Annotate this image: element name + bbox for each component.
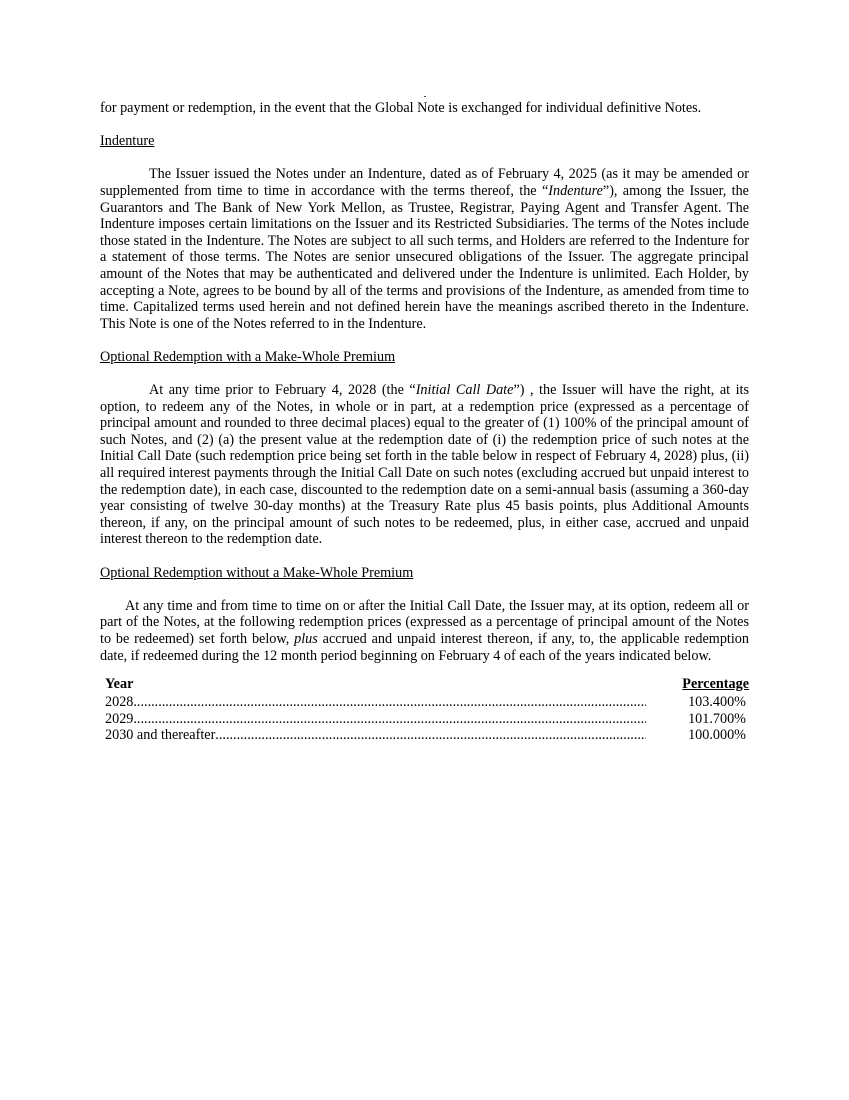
make-whole-heading: Optional Redemption with a Make-Whole Premium [100,348,396,365]
intro-paragraph: for payment or redemption, in the event that the Global Note is exchanged for individual definitive Notes. [100,100,702,116]
no-make-whole-text-a: At any time and from time to time on or after the Initial Call Date, the Issuer may, at its option, redeem all or part of the Notes, at the following redemption prices (expressed as a percentage of principal amount of the Notes to be redeemed) set forth below, [100,597,749,647]
no-make-whole-paragraph [100,598,749,664]
row-year: 2030 and thereafter [105,727,216,744]
year-column-header: Year [105,676,134,693]
indenture-paragraph [100,166,749,332]
table-row [105,727,749,744]
make-whole-text-a: At any time prior to February 4, 2028 (the “ [149,382,416,399]
table-header [105,676,749,694]
redemption-table [100,676,749,744]
initial-call-date-term: Initial Call Date [415,382,514,399]
row-percentage: 103.400% [688,694,746,711]
make-whole-text-b: ”) , the Issuer will have the right, at its option, to redeem any of the Notes, in whole or in part, at a redemption price (expressed as a percentage of principal amount and rounded to three decimal places) equal to the greater of (1) 100% of the principal amount of such Notes, and (2) (a) the present value at the redemption date of (i) the redemption price of such notes at the Initial Call Date (such redemption price being set forth in the table below in respect of February 4, 2028) plus, (ii) all required interest payments through the Initial Call Date on such notes (excluding accrued but unpaid interest to the redemption date), in each case, discounted to the redemption date on a semi-annual basis (assuming a 360-day year consisting of twelve 30-day months) at the Treasury Rate plus 45 basis points, plus Additional Amounts thereon, if any, on the principal amount of such notes to be redeemed, plus, in either case, accrued and unpaid interest thereon to the redemption date. [100,382,749,548]
row-year: 2029 [105,710,134,727]
indenture-text-a: The Issuer issued the Notes under an Indenture, dated as of February 4, 2025 (as it may be amended or supplemented from time to time in accordance with the terms thereof, the “ [100,166,749,199]
row-percentage: 100.000% [688,727,746,744]
dot-leader [133,711,646,728]
document-page [100,100,749,744]
table-row [105,694,749,711]
indenture-heading: Indenture [100,133,155,150]
row-year: 2028 [105,694,134,711]
plus-term: plus [294,631,318,647]
row-percentage: 101.700% [688,710,746,727]
percentage-column-header: Percentage [682,676,749,693]
indenture-text-b: ”), among the Issuer, the Guarantors and The Bank of New York Mellon, as Trustee, Registrar, Paying Agent and Transfer Agent. The Indenture imposes certain limitations on the Issuer and its Restricted Subsidiaries. The terms of the Notes include those stated in the Indenture. The Notes are subject to all such terms, and Holders are referred to the Indenture for a statement of those terms. The Notes are senior unsecured obligations of the Issuer. The aggregate principal amount of the Notes that may be authenticated and delivered under the Indenture is unlimited. Each Holder, by accepting a Note, agrees to be bound by all of the terms and provisions of the Indenture, as amended from time to time. Capitalized terms used herein and not defined herein have the meanings ascribed thereto in the Indenture. This Note is one of the Notes referred to in the Indenture. [100,182,749,332]
make-whole-paragraph [100,382,749,548]
indenture-term: Indenture [548,182,603,199]
table-row [105,711,749,728]
no-make-whole-heading: Optional Redemption without a Make-Whole Premium [100,564,414,581]
no-make-whole-text-b: accrued and unpaid interest thereon, if any, to, the applicable redemption date, if redeemed during the 12 month period beginning on February 4 of each of the years indicated below. [100,631,749,664]
dot-leader [215,727,646,744]
stray-mark [424,96,426,97]
dot-leader [133,694,646,711]
